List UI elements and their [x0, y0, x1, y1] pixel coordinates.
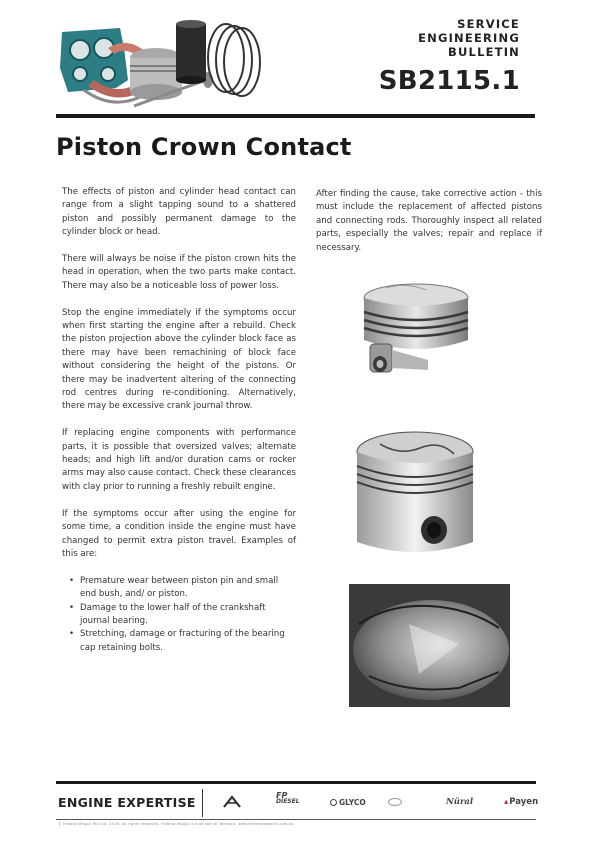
crown-closeup-photo	[349, 584, 510, 707]
header-divider	[56, 114, 535, 118]
glyco-logo: GLYCO	[330, 793, 366, 811]
list-item: • Premature wear between piston pin and small end bush, and/ or piston.	[69, 575, 279, 600]
paragraph: If replacing engine components with performance parts, it is possible that oversized valves; alternate heads; and high lift and/or duration cams or rocker arms may also cause contact. Check these clearances with clay prior to running a freshly rebuilt engine.	[62, 428, 296, 492]
footer-fine-print: © Federal-Mogul Pty Ltd. 2019. All rights reserved. Federal-Mogul is now part of Tenneco. www.fmemotorparts.com.au	[58, 822, 294, 826]
damaged-piston-photo	[356, 278, 474, 388]
brand-logos	[222, 793, 538, 811]
footer-vertical-divider	[202, 789, 203, 817]
bulletin-label-line: BULLETIN	[448, 45, 520, 59]
paragraph: The effects of piston and cylinder head contact can range from a slight tapping sound to a shattered piston and possibly permanent damage to the cylinder block or head.	[62, 187, 296, 238]
footer-brand: ENGINE EXPERTISE	[58, 795, 196, 810]
nural-logo: Nüral	[446, 797, 474, 807]
page-title: Piston Crown Contact	[56, 133, 352, 161]
piston-crown-photo	[350, 430, 480, 560]
fp-diesel-logo: FP DIESEL	[276, 791, 300, 805]
engine-parts-illustration	[58, 18, 268, 113]
glyco-logo-mark	[330, 799, 337, 806]
examples-list	[66, 575, 296, 655]
paragraph: Stop the engine immediately if the symptoms occur when first starting the engine after a rebuild. Check the piston projection above the cylinder block face as there may have been remachining of block face without considering the height of the pistons. Or there may be inadvertent altering of the connecting rod centres during re-conditioning. Alternatively, there may be excessive crank journal throw.	[62, 307, 296, 412]
ae-logo	[222, 793, 242, 811]
paragraph: If the symptoms occur after using the engine for some time, a condition inside the engine must have changed to permit extra piston travel. Examples of this are:	[62, 508, 296, 559]
paragraph: There will always be noise if the piston crown hits the head in operation, when the two parts make contact. There may also be a noticeable loss of power loss.	[62, 254, 296, 291]
bulletin-type-label	[418, 17, 520, 59]
list-item: • Stretching, damage or fracturing of the bearing cap retaining bolts.	[69, 629, 285, 653]
goetze-logo	[388, 793, 404, 811]
cylinder-liner-image	[176, 20, 206, 84]
left-column	[62, 186, 296, 655]
list-item: • Damage to the lower half of the crankshaft journal bearing.	[69, 602, 266, 626]
bulletin-code: SB2115.1	[378, 66, 520, 96]
payen-logo: ▴ Payen	[504, 797, 539, 807]
bulletin-label-line: SERVICE	[457, 17, 520, 31]
footer-bottom-divider	[56, 819, 536, 820]
bullet-icon: •	[69, 629, 75, 640]
right-column	[316, 188, 542, 268]
ae-logo-mark	[222, 795, 242, 809]
footer-divider	[56, 781, 536, 784]
paragraph: After finding the cause, take corrective action - this must include the replacement of affected pistons and connecting rods. Thoroughly inspect all related parts, especially the valves; repair and replace if necessary.	[316, 189, 542, 253]
bullet-icon: •	[69, 602, 75, 613]
bullet-icon: •	[69, 575, 75, 586]
piston-rings-image	[208, 24, 260, 96]
bulletin-label-line: ENGINEERING	[418, 31, 520, 45]
goetze-logo-mark	[388, 798, 402, 806]
